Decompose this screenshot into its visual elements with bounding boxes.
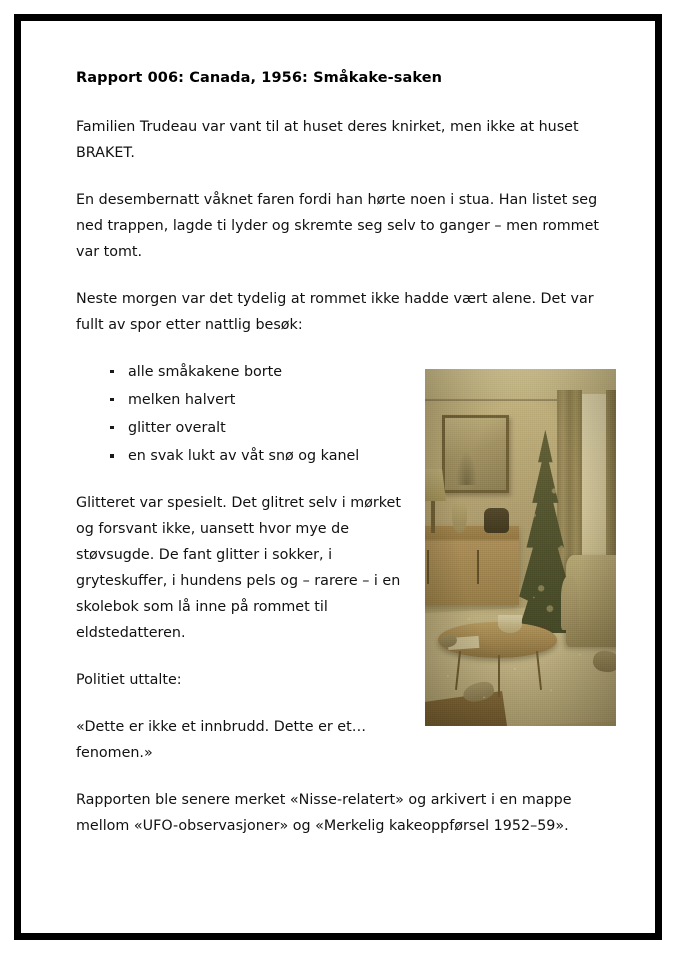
paragraph-archive: Rapporten ble senere merket «Nisse-relatert» og arkivert i en mappe mellom «UFO-observasjoner» og «Merkelig kakeoppførsel 1952–59». — [76, 792, 572, 835]
paragraph-morning-traces: Neste morgen var det tydelig at rommet ikke hadde vært alene. Det var fullt av spor etter nattlig besøk: — [76, 290, 594, 333]
photo-table-leg — [498, 655, 500, 698]
list-item: alle småkakene borte — [110, 359, 616, 385]
photo-lamp-stem — [431, 501, 436, 533]
list-item: melken halvert — [110, 387, 616, 413]
photo-vase — [452, 501, 467, 533]
list-item: glitter overalt — [110, 415, 616, 441]
paragraph-intro: Familien Trudeau var vant til at huset deres knirket, men ikke at huset BRAKET. — [76, 118, 579, 161]
paragraph-glitter: Glitteret var spesielt. Det glitret selv i mørket og forsvant ikke, uansett hvor mye de støvsugde. De fant glitter i sokker, i gryteskuffer, i hundens pels og – rarere – i en skolebok som lå inne på rommet til eldstedatteren. — [76, 495, 401, 642]
paragraph-night-event: En desembernatt våknet faren fordi han hørte noen i stua. Han listet seg ned trappen, lagde ti lyder og skremte seg selv to ganger – men rommet var tomt. — [76, 191, 599, 260]
paragraph-police-lead: Politiet uttalte: — [76, 672, 182, 689]
list-item: en svak lukt av våt snø og kanel — [110, 443, 616, 469]
paragraph-police-quote: «Dette er ikke et innbrudd. Dette er et… fenomen.» — [76, 719, 367, 762]
page-title: Rapport 006: Canada, 1956: Småkake-saken — [76, 70, 443, 86]
document-page-frame — [14, 14, 662, 940]
photo-rotary-telephone — [484, 508, 509, 533]
document-body — [76, 69, 616, 909]
photo-sideboard — [425, 526, 519, 605]
photo-armchair-arm — [561, 576, 578, 630]
